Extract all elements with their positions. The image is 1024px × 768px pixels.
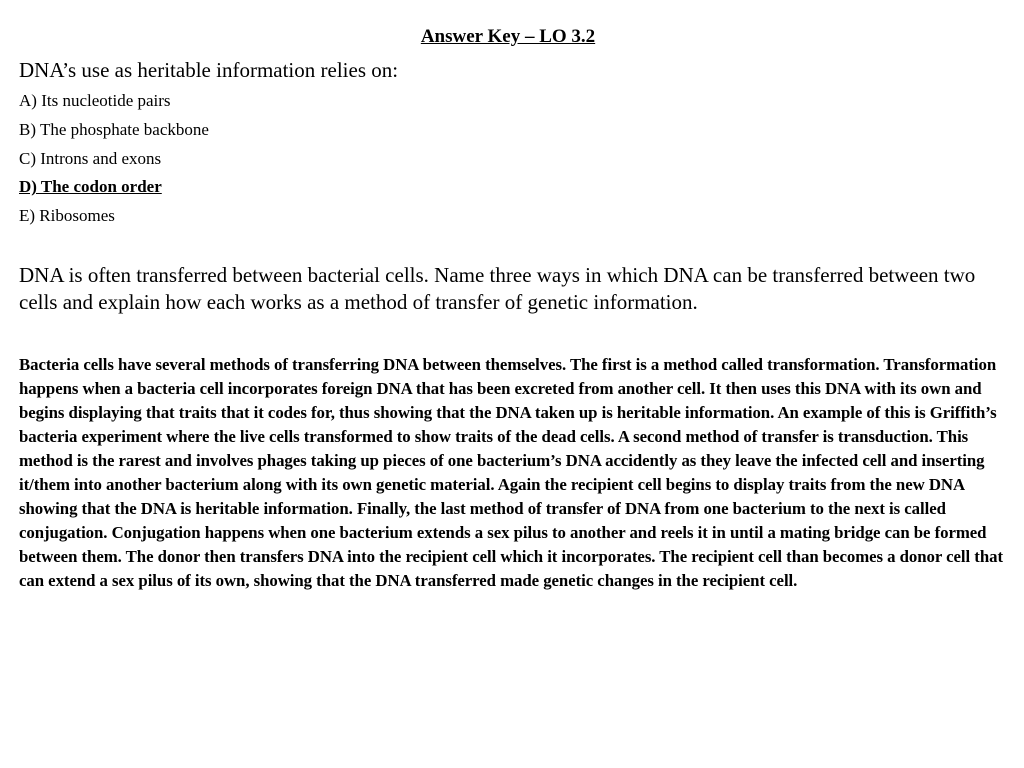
option-d-correct-answer: D) The codon order — [19, 177, 162, 197]
question-1-options — [19, 87, 209, 231]
option-c: C) Introns and exons — [19, 148, 162, 168]
question-2-prompt: DNA is often transferred between bacterial cells. Name three ways in which DNA can be transferred between two cells and explain how each works as a method of transfer of genetic information. — [19, 263, 976, 314]
option-a: A) Its nucleotide pairs — [19, 91, 171, 110]
question-2-answer: Bacteria cells have several methods of transferring DNA between themselves. The first is a method called transformation. Transformation happens when a bacteria cell incorporates foreign DNA that has been excreted from another cell. It then uses this DNA with its own and begins displaying that traits that it codes for, thus showing that the DNA taken up is heritable information. An example of this is Griffith’s bacteria experiment where the live cells transformed to show traits of the dead cells. A second method of transfer is transduction. This method is the rarest and involves phages taking up pieces of one bacterium’s DNA accidently as they leave the infected cell and inserting it/them into another bacterium along with its own genetic material. Again the recipient cell begins to display traits from the new DNA showing that the DNA is heritable information. Finally, the last method of transfer of DNA from one bacterium to the next is called conjugation. Conjugation happens when one bacterium extends a sex pilus to another and reels it in until a mating bridge can be formed between them. The donor then transfers DNA into the recipient cell which it incorporates. The recipient cell than becomes a donor cell that can extend a sex pilus of its own, showing that the DNA transferred made genetic changes in the recipient cell. — [19, 355, 1003, 590]
question-1-prompt: DNA’s use as heritable information relies on: — [19, 58, 399, 82]
option-b: B) The phosphate backbone — [19, 119, 209, 139]
page-title: Answer Key – LO 3.2 — [420, 26, 596, 47]
option-e: E) Ribosomes — [19, 206, 115, 226]
